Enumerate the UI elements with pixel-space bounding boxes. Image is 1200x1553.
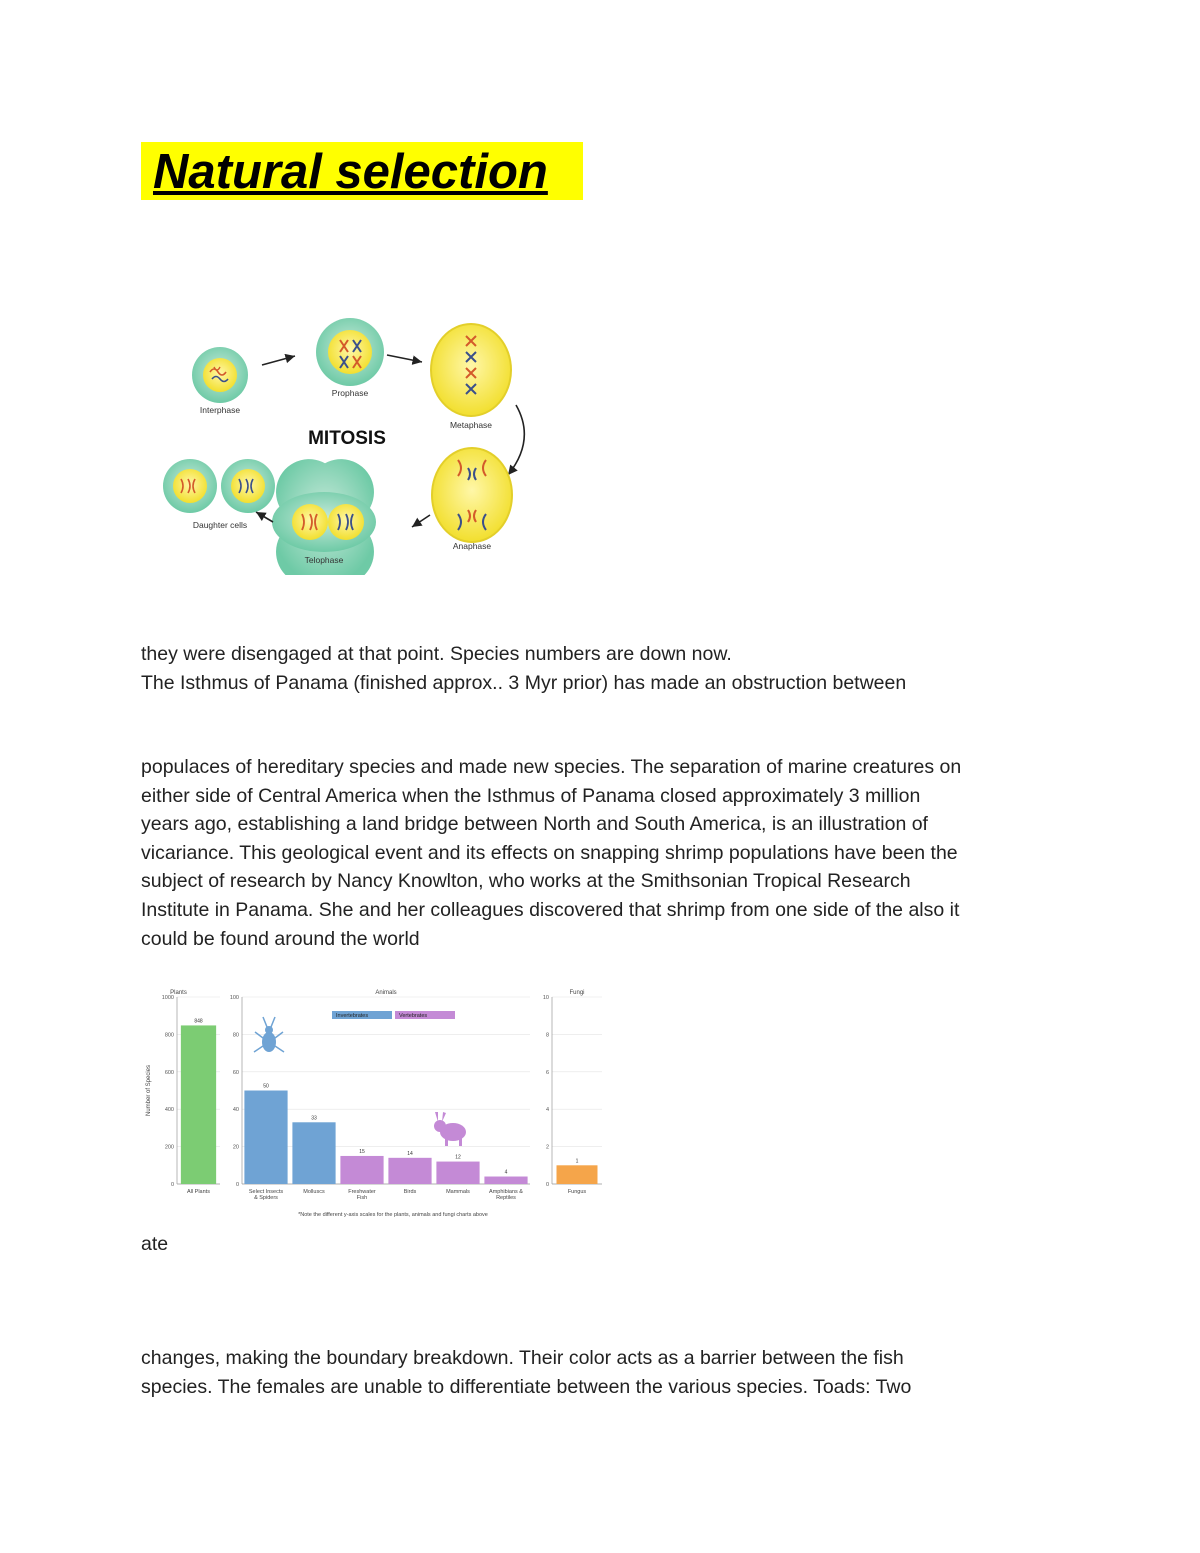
x-tick-label: Freshwater xyxy=(348,1189,376,1195)
y-tick-label: 200 xyxy=(164,1144,174,1151)
y-tick-label: 20 xyxy=(232,1144,239,1151)
x-tick-label: Amphibians & xyxy=(489,1189,523,1195)
bar-value-label: 12 xyxy=(455,1154,461,1161)
panel-title: Animals xyxy=(375,990,397,996)
y-axis-label: Number of Species xyxy=(146,1064,152,1117)
text-line: ate xyxy=(141,1233,169,1255)
interphase-cell xyxy=(192,347,248,403)
bar xyxy=(436,1162,479,1184)
y-tick-label: 2 xyxy=(545,1144,549,1151)
x-tick-label: Mammals xyxy=(446,1189,470,1195)
insect-silhouette xyxy=(254,1017,284,1052)
y-tick-label: 100 xyxy=(229,995,239,1001)
x-tick-label: & Spiders xyxy=(254,1195,278,1201)
y-tick-label: 8 xyxy=(545,1032,549,1039)
chart-footnote: *Note the different y-axis scales for the plants, animals and fungi charts above xyxy=(298,1212,488,1218)
x-tick-label: Birds xyxy=(403,1189,417,1195)
anaphase-cell xyxy=(432,448,512,542)
anaphase-label: Anaphase xyxy=(452,541,492,551)
y-tick-label: 600 xyxy=(164,1069,174,1076)
text-line: subject of research by Nancy Knowlton, who works at the Smithsonian Tropical Research xyxy=(141,870,911,893)
metaphase-label: Metaphase xyxy=(449,420,493,430)
x-tick-label: Reptiles xyxy=(496,1195,516,1201)
bar xyxy=(340,1156,383,1184)
y-tick-label: 80 xyxy=(232,1032,239,1039)
panel-title: Plants xyxy=(170,990,187,996)
paragraph-1 xyxy=(141,640,1071,697)
text-line: vicariance. This geological event and its effects on snapping shrimp populations have been the xyxy=(141,841,958,864)
bar xyxy=(557,1165,598,1184)
y-tick-label: 400 xyxy=(164,1107,174,1114)
y-tick-label: 4 xyxy=(545,1107,549,1114)
mitosis-heading: MITOSIS xyxy=(308,428,386,449)
text-line: years ago, establishing a land bridge between North and South America, is an illustration of xyxy=(141,813,928,836)
text-line: changes, making the boundary breakdown. Their color acts as a barrier between the fish xyxy=(141,1347,904,1369)
rabbit-silhouette xyxy=(434,1112,466,1146)
panel-title: Fungi xyxy=(569,990,585,996)
bar-value-label: 33 xyxy=(311,1115,317,1122)
text-line: they were disengaged at that point. Species numbers are down now. xyxy=(141,643,732,665)
x-tick-label: All Plants xyxy=(187,1189,210,1195)
x-tick-label: Fish xyxy=(356,1195,368,1201)
mitosis-diagram xyxy=(150,300,550,575)
bar xyxy=(244,1091,287,1185)
y-tick-label: 40 xyxy=(232,1107,239,1114)
text-line: could be found around the world xyxy=(141,927,420,950)
daughter-cells xyxy=(163,459,275,513)
mitosis-figure xyxy=(150,300,550,575)
bar-value-label: 4 xyxy=(504,1169,508,1176)
y-tick-label: 60 xyxy=(232,1069,239,1076)
daughter-cells-label: Daughter cells xyxy=(192,520,248,530)
y-tick-label: 800 xyxy=(164,1032,174,1039)
species-chart xyxy=(140,982,610,1222)
page-title: Natural selection xyxy=(141,142,583,200)
prophase-label: Prophase xyxy=(331,388,369,398)
y-tick-label: 0 xyxy=(235,1182,239,1188)
text-line: either side of Central America when the Isthmus of Panama closed approximately 3 million xyxy=(141,784,921,807)
text-line: species. The females are unable to differentiate between the various species. Toads: Two xyxy=(141,1375,912,1398)
metaphase-cell xyxy=(431,324,511,416)
telophase-label: Telophase xyxy=(304,555,344,565)
y-tick-label: 10 xyxy=(542,995,549,1001)
legend-label: Invertebrates xyxy=(336,1013,369,1019)
species-chart-svg xyxy=(140,982,610,1222)
text-line: Institute in Panama. She and her colleagues discovered that shrimp from one side of the also it xyxy=(141,898,960,921)
paragraph-3 xyxy=(141,1230,1071,1259)
x-tick-label: Select Insects xyxy=(248,1189,284,1195)
x-tick-label: Fungus xyxy=(567,1189,587,1195)
y-tick-label: 0 xyxy=(545,1182,549,1188)
bar-value-label: 50 xyxy=(263,1083,269,1090)
bar xyxy=(292,1122,335,1184)
bar-value-label: 848 xyxy=(194,1018,203,1025)
text-line: The Isthmus of Panama (finished approx.. 3 Myr prior) has made an obstruction between xyxy=(141,671,907,694)
prophase-cell xyxy=(316,318,384,386)
legend-label: Vertebrates xyxy=(399,1013,428,1019)
bar xyxy=(388,1158,431,1184)
bar-value-label: 15 xyxy=(359,1148,365,1155)
text-line: populaces of hereditary species and made new species. The separation of marine creatures on xyxy=(141,756,962,778)
bar-value-label: 1 xyxy=(575,1158,579,1165)
interphase-label: Interphase xyxy=(199,405,241,415)
paragraph-2 xyxy=(141,753,1071,953)
bar-value-label: 14 xyxy=(407,1150,413,1157)
bar xyxy=(484,1177,527,1184)
paragraph-4 xyxy=(141,1344,1071,1401)
x-tick-label: Molluscs xyxy=(303,1189,325,1195)
y-tick-label: 1000 xyxy=(161,995,174,1001)
y-tick-label: 0 xyxy=(170,1182,174,1188)
bar xyxy=(181,1025,216,1184)
y-tick-label: 6 xyxy=(545,1069,549,1076)
